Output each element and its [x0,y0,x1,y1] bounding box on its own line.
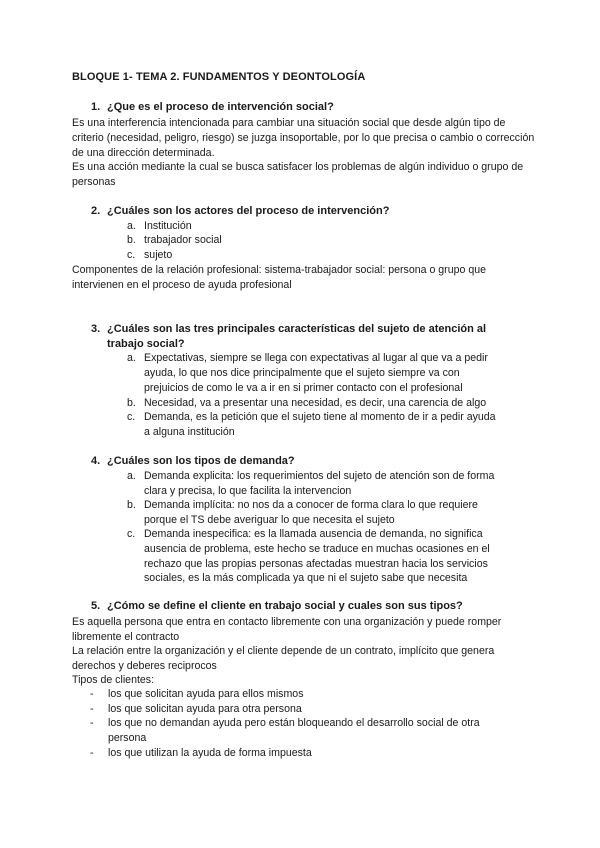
question-5-number: 5. [91,600,101,612]
list-marker: - [90,747,94,759]
document-title: BLOQUE 1- TEMA 2. FUNDAMENTOS Y DEONTOLOGÍA [72,71,366,83]
list-item-text: Expectativas, siempre se llega con expectativas al lugar al que va a pedir ayuda, lo que nos dice principalmente que el sujeto siempre va con prejuicios de como le va a ir en si primer contacto con el profesional [144,352,488,394]
list-marker: c. [127,411,136,423]
question-2-number: 2. [91,205,101,217]
client-type-item [90,716,500,746]
question-4-item [127,469,499,499]
question-2-item [127,233,499,248]
list-marker: c. [127,249,136,261]
question-2-item [127,219,499,234]
question-3-item [127,410,499,440]
client-type-item [90,746,500,761]
question-5-heading [91,600,463,612]
list-marker: - [90,688,94,700]
question-1-number: 1. [91,101,101,113]
client-type-item [90,687,500,702]
list-marker: - [90,703,94,715]
question-5-answer-2: La relación entre la organización y el cliente depende de un contrato, implícito que genera derechos y deberes reciprocos [72,645,495,672]
question-3-heading [91,322,511,352]
question-1-answer-2: Es una acción mediante la cual se busca satisfacer los problemas de algún individuo o grupo de personas [72,161,524,188]
question-1-answer-1: Es una interferencia intencionada para cambiar una situación social que desde algún tipo de criterio (necesidad, peligro, riesgo) se juzga insoportable, por lo que precisa o cambio o corrección de una dirección determinada. [72,117,535,159]
list-item-text: Demanda inespecifica: es la llamada ausencia de demanda, no significa ausencia de problema, este hecho se traduce en muchas ocasiones en el rechazo que las propias personas afectadas muestran hacia los servicios sociales, es la más complicada ya que ni el sujeto sabe que necesita [144,528,490,585]
list-marker: b. [127,397,136,409]
question-2-text: ¿Cuáles son los actores del proceso de intervención? [107,205,390,217]
question-4-item [127,498,499,528]
list-item-text: los que utilizan la ayuda de forma impuesta [108,747,312,759]
question-3-text-line-1: ¿Cuáles son las tres principales características del sujeto de atención al [107,323,487,335]
list-marker: b. [127,234,136,246]
question-2-note: Componentes de la relación profesional: sistema-trabajador social: persona o grupo que intervienen en el proceso de ayuda profesional [72,264,486,291]
question-5-types-label: Tipos de clientes: [72,674,155,686]
question-3-item [127,396,499,411]
question-3-text-line-2: trabajo social? [107,337,185,350]
question-4-text: ¿Cuáles son los tipos de demanda? [107,455,295,467]
client-type-item [90,702,500,717]
list-marker: c. [127,528,136,540]
question-4-item [127,527,499,586]
list-marker: a. [127,352,136,364]
question-5-text: ¿Cómo se define el cliente en trabajo social y cuales son sus tipos? [107,600,463,612]
question-2-heading [91,205,389,217]
question-1-heading [91,101,334,113]
question-4-number: 4. [91,455,101,467]
list-item-text: trabajador social [144,234,222,246]
question-4-heading [91,455,295,467]
question-3-item [127,351,499,395]
list-marker: a. [127,220,136,232]
list-item-text: los que no demandan ayuda pero están bloqueando el desarrollo social de otra persona [108,717,480,744]
question-5-answer-1: Es aquella persona que entra en contacto libremente con una organización y puede romper libremente el contracto [72,616,502,643]
list-marker: a. [127,470,136,482]
question-1-text: ¿Que es el proceso de intervención social? [107,101,334,113]
list-marker: b. [127,499,136,511]
list-item-text: Demanda, es la petición que el sujeto tiene al momento de ir a pedir ayuda a alguna institución [144,411,496,438]
list-item-text: Necesidad, va a presentar una necesidad, es decir, una carencia de algo [144,397,487,409]
list-item-text: sujeto [144,249,173,261]
list-item-text: los que solicitan ayuda para otra persona [108,703,302,715]
list-item-text: Demanda explicita: los requerimientos del sujeto de atención son de forma clara y precisa, lo que facilita la intervencion [144,470,495,497]
question-2-item [127,248,499,263]
list-item-text: Demanda implícita: no nos da a conocer de forma clara lo que requiere porque el TS debe averiguar lo que necesita el sujeto [144,499,478,526]
question-3-number: 3. [91,323,101,335]
list-marker: - [90,717,94,729]
list-item-text: los que solicitan ayuda para ellos mismos [108,688,304,700]
list-item-text: Institución [144,220,192,232]
